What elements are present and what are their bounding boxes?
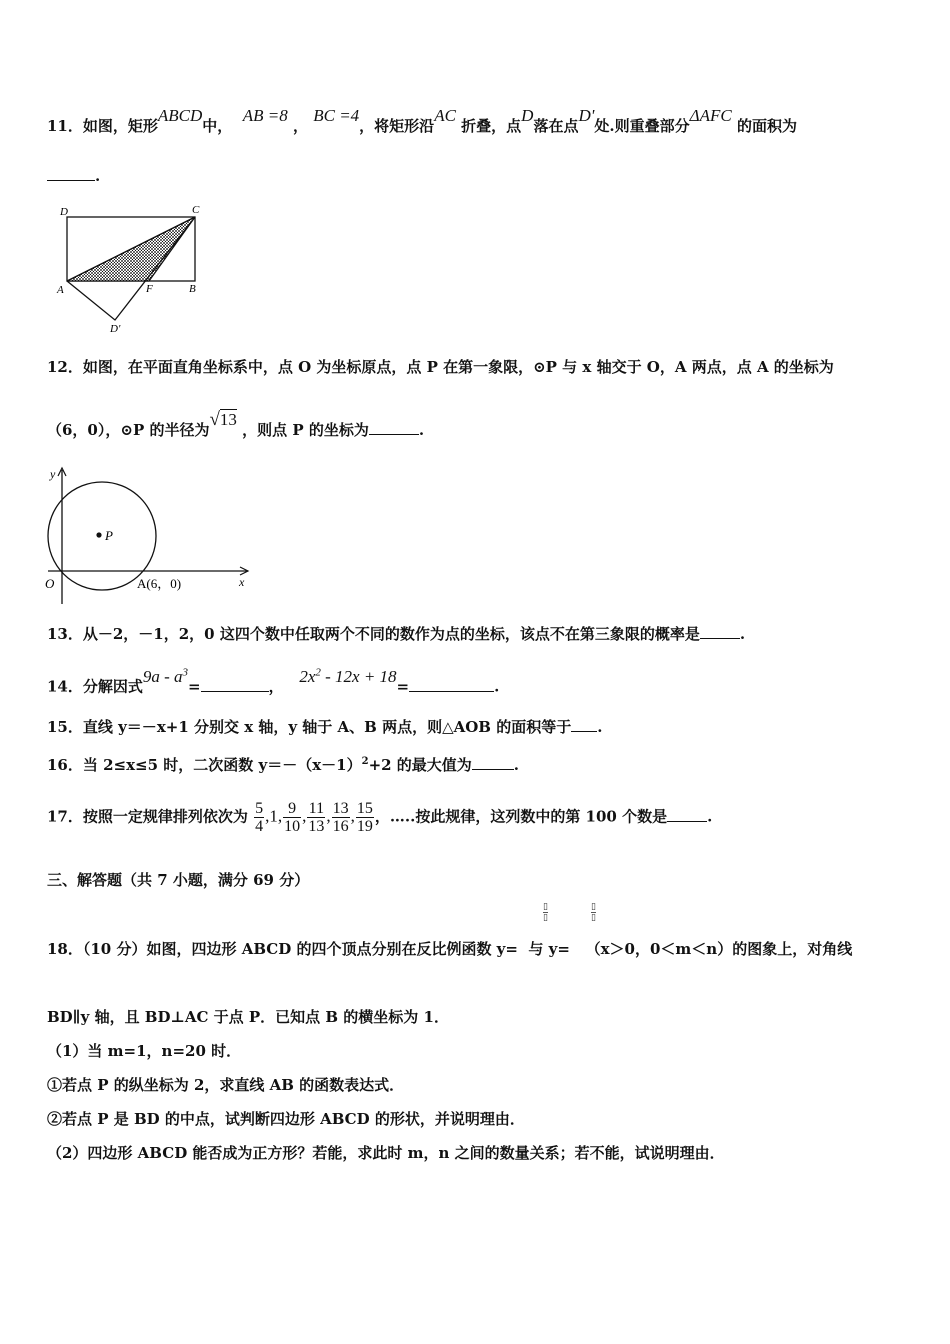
q11-label-a: A	[57, 284, 64, 296]
q17-fraction-2	[283, 800, 301, 835]
question-15	[47, 717, 602, 737]
q18-text: BD∥y 轴，且 BD⊥AC 于点 P．已知点 B 的横坐标为 1．	[47, 1008, 449, 1026]
q15-answer-blank[interactable]	[571, 717, 597, 732]
q14-eq: =	[396, 677, 410, 696]
q18-box: ▯	[591, 913, 596, 923]
question-12	[47, 357, 834, 377]
q11-rect-name: ABCD	[157, 106, 203, 125]
q17-fraction-4	[332, 800, 350, 835]
q16-text: +2 的最大值为	[368, 756, 472, 774]
q11-ab: AB =8	[242, 106, 288, 125]
q14-expr1-exp: 3	[182, 666, 189, 678]
q12-period: .	[418, 421, 425, 439]
q14-expr1	[143, 667, 188, 686]
q17-num: 5	[255, 800, 264, 817]
q11-text: 落在点	[533, 117, 579, 135]
q16-text: 16．当 2≤x≤5 时，二次函数 y＝－（x－1）	[47, 756, 362, 774]
q18-box: ▯	[591, 902, 596, 912]
q17-suffix: ，…..按此规律，这列数中的第 100 个数是	[374, 807, 668, 826]
q17-den: 10	[284, 818, 301, 835]
q18-line2	[47, 1007, 449, 1027]
q14-eq: =	[188, 677, 201, 696]
q11-label-c: C	[192, 204, 200, 216]
q12-label-y: y	[50, 467, 56, 481]
q11-label-b: B	[189, 283, 196, 295]
q15-text: 15．直线 y＝－x+1 分别交 x 轴，y 轴于 A、B 两点，则△AOB 的面积等于	[47, 718, 572, 736]
q17-fraction-5	[356, 800, 374, 835]
q11-ac: AC	[434, 106, 456, 125]
q11-text: 中，	[202, 117, 233, 135]
q17-den: 13	[308, 818, 325, 835]
question-14	[47, 666, 500, 697]
q18-line5	[47, 1109, 525, 1129]
q11-label-f: F	[146, 283, 153, 295]
q14-expr2-b: - 12x + 18	[320, 666, 397, 686]
q17-num: 11	[308, 800, 325, 817]
q14-expr2-a: 2x	[299, 666, 316, 686]
q15-period: .	[597, 718, 603, 736]
question-11	[47, 106, 797, 136]
q13-text: 13．从－2，－1，2，0 这四个数中任取两个不同的数作为点的坐标，该点不在第三象限的概率是	[47, 625, 700, 643]
question-18	[47, 939, 852, 959]
q17-num: 9	[283, 800, 301, 818]
q14-expr2-exp: 2	[315, 666, 321, 678]
q18-line3	[47, 1041, 241, 1061]
q18-text: （2）四边形 ABCD 能否成为正方形？若能，求此时 m，n 之间的数量关系；若不能，试说明理由．	[47, 1144, 725, 1162]
q14-expr1-base: 9a - a	[142, 666, 183, 686]
q12-label-x: x	[239, 575, 245, 589]
q11-label-d: D	[60, 206, 68, 218]
q11-figure	[55, 200, 215, 335]
q13-period: .	[739, 625, 746, 643]
q18-line4	[47, 1075, 404, 1095]
q12-label-p: P	[105, 528, 113, 543]
q11-text: ，	[292, 117, 308, 135]
q18-line6	[47, 1143, 725, 1163]
q17-fraction-1	[254, 800, 264, 835]
q16-exponent: 2	[361, 756, 369, 767]
section-3-title	[47, 870, 309, 890]
q11-text: ，将矩形沿	[359, 117, 435, 135]
question-13	[47, 624, 745, 644]
section-3-heading: 三、解答题（共 7 小题，满分 69 分）	[47, 871, 310, 889]
q14-answer-blank-1[interactable]	[201, 677, 269, 692]
q17-prefix: 17．按照一定规律排列依次为	[47, 807, 248, 826]
q17-num: 13	[332, 800, 349, 817]
q12-line1: 12．如图，在平面直角坐标系中，点 O 为坐标原点，点 P 在第一象限，⊙P 与 x 轴交于 O，A 两点，点 A 的坐标为	[47, 358, 834, 376]
q14-comma: ，	[268, 677, 284, 696]
q11-bc: BC =4	[313, 106, 360, 125]
q11-shaded-triangle	[67, 217, 195, 281]
q18-text: （1）当 m=1，n=20 时．	[47, 1042, 242, 1060]
q18-text: ①若点 P 的纵坐标为 2，求直线 AB 的函数表达式．	[47, 1076, 405, 1094]
q12-text: （6，0），⊙P 的半径为	[47, 421, 210, 439]
q12-radical: √13	[209, 409, 237, 430]
q12-answer-blank[interactable]	[369, 420, 419, 435]
question-16	[47, 752, 519, 775]
q17-num: 15	[356, 800, 373, 817]
q18-text: （x＞0，0＜m＜n）的图象上，对角线	[585, 940, 853, 958]
q11-period: .	[95, 167, 101, 185]
q11-label-dprime: D'	[110, 323, 121, 335]
q11-text: 处.则重叠部分	[594, 117, 690, 135]
q17-fraction-3	[307, 800, 325, 835]
q11-answer-line	[47, 166, 100, 186]
q18-missing-fraction-2	[591, 902, 596, 923]
q11-triangle: ΔAFC	[689, 106, 732, 125]
q12-circle	[48, 482, 156, 590]
q17-answer-blank[interactable]	[667, 807, 707, 822]
q11-text: 的面积为	[736, 117, 797, 135]
q18-box: ▯	[543, 902, 548, 912]
q11-point-d: D	[521, 106, 534, 125]
q11-text: 折叠，点	[461, 117, 522, 135]
q12-figure	[40, 462, 255, 607]
q14-expr2	[299, 667, 396, 686]
q18-box: ▯	[543, 913, 548, 923]
q17-period: .	[707, 807, 713, 826]
q18-text: 与 y=	[528, 940, 570, 958]
q18-missing-fraction-1	[543, 902, 548, 923]
q17-den: 4	[255, 818, 264, 835]
q14-period: .	[494, 677, 500, 696]
q11-point-dprime: D'	[578, 106, 595, 125]
q12-radicand: 13	[219, 410, 237, 429]
q11-text: 11．如图，矩形	[47, 117, 158, 135]
q14-prefix: 14．分解因式	[47, 677, 143, 696]
q17-one: 1	[269, 806, 278, 826]
q18-text: 18．（10 分）如图，四边形 ABCD 的四个顶点分别在反比例函数 y=	[47, 940, 518, 958]
q14-answer-blank-2[interactable]	[409, 677, 494, 692]
q18-text: ②若点 P 是 BD 的中点，试判断四边形 ABCD 的形状，并说明理由．	[47, 1110, 525, 1128]
q13-answer-blank[interactable]	[700, 624, 740, 639]
q12-text: ，则点 P 的坐标为	[242, 421, 369, 439]
q17-den: 16	[332, 818, 349, 835]
q12-label-o: O	[45, 576, 55, 591]
q11-answer-blank[interactable]	[47, 166, 95, 181]
q16-answer-blank[interactable]	[472, 755, 514, 770]
q17-den: 19	[356, 818, 373, 835]
question-17: 17．按照一定规律排列依次为 $\frac{5}{4}$ ,1, $\frac{9}{10}$ , $\frac{11}{13}$ , $\frac{13}{16}$ , $\frac{15}{19}$ ，…..按此规律，这列数中的第 100 个数是 .	[47, 800, 713, 835]
q16-period: .	[513, 756, 520, 774]
question-12-line2	[47, 409, 425, 440]
q12-label-a: A(6，0)	[137, 576, 182, 591]
q12-center-point	[96, 532, 101, 537]
